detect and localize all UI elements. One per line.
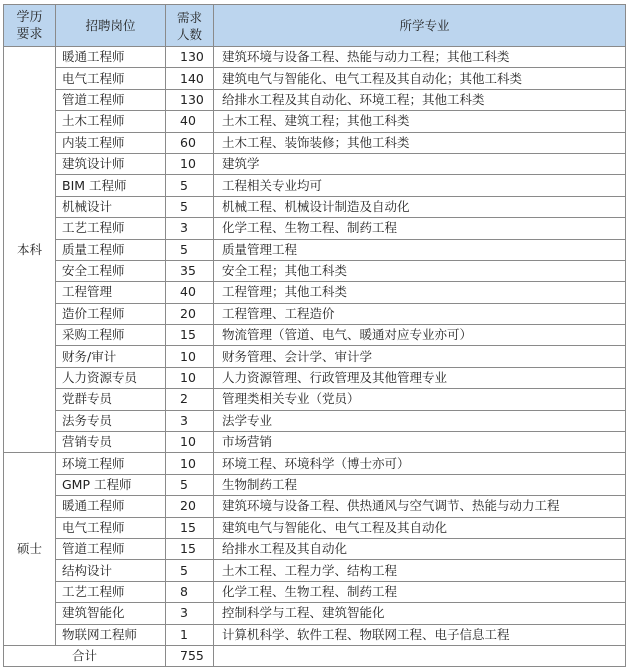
position-cell: 工艺工程师 [56,218,166,239]
table-row [4,410,626,431]
position-cell: 安全工程师 [56,260,166,281]
position-cell: 电气工程师 [56,68,166,89]
position-cell: 财务/审计 [56,346,166,367]
table-row [4,218,626,239]
count-cell: 10 [166,367,214,388]
position-cell: 内装工程师 [56,132,166,153]
count-cell: 2 [166,389,214,410]
major-cell: 化学工程、生物工程、制药工程 [214,581,626,602]
major-cell: 计算机科学、软件工程、物联网工程、电子信息工程 [214,624,626,645]
count-cell: 60 [166,132,214,153]
count-cell: 3 [166,410,214,431]
count-cell: 15 [166,325,214,346]
major-cell: 物流管理（管道、电气、暖通对应专业亦可） [214,325,626,346]
table-row [4,603,626,624]
position-cell: 暖通工程师 [56,496,166,517]
total-major-cell [214,645,626,666]
position-cell: 建筑设计师 [56,153,166,174]
major-cell: 土木工程、装饰装修；其他工科类 [214,132,626,153]
major-cell: 给排水工程及其自动化、环境工程；其他工科类 [214,89,626,110]
count-cell: 40 [166,111,214,132]
position-cell: 质量工程师 [56,239,166,260]
count-cell: 140 [166,68,214,89]
major-cell: 控制科学与工程、建筑智能化 [214,603,626,624]
count-cell: 35 [166,260,214,281]
count-cell: 3 [166,603,214,624]
header-count-line2: 人数 [176,26,202,42]
header-education-line1: 学历 [16,9,43,25]
major-cell: 环境工程、环境科学（博士亦可） [214,453,626,474]
major-cell: 工程管理；其他工科类 [214,282,626,303]
major-cell: 建筑学 [214,153,626,174]
total-row [4,645,626,666]
position-cell: 机械设计 [56,196,166,217]
count-cell: 10 [166,453,214,474]
position-cell: 土木工程师 [56,111,166,132]
table-row [4,303,626,324]
table-row [4,260,626,281]
major-cell: 建筑电气与智能化、电气工程及其自动化；其他工科类 [214,68,626,89]
count-cell: 8 [166,581,214,602]
count-cell: 20 [166,496,214,517]
major-cell: 质量管理工程 [214,239,626,260]
count-cell: 10 [166,432,214,453]
position-cell: GMP 工程师 [56,474,166,495]
header-position: 招聘岗位 [56,5,166,47]
major-cell: 财务管理、会计学、审计学 [214,346,626,367]
table-body [4,47,626,667]
table-row [4,517,626,538]
position-cell: 管道工程师 [56,89,166,110]
table-row [4,196,626,217]
major-cell: 法学专业 [214,410,626,431]
position-cell: 采购工程师 [56,325,166,346]
total-count: 755 [166,645,214,666]
major-cell: 土木工程、建筑工程；其他工科类 [214,111,626,132]
count-cell: 3 [166,218,214,239]
major-cell: 机械工程、机械设计制造及自动化 [214,196,626,217]
count-cell: 20 [166,303,214,324]
major-cell: 化学工程、生物工程、制药工程 [214,218,626,239]
count-cell: 130 [166,47,214,68]
position-cell: 环境工程师 [56,453,166,474]
count-cell: 5 [166,196,214,217]
major-cell: 建筑环境与设备工程、热能与动力工程；其他工科类 [214,47,626,68]
count-cell: 40 [166,282,214,303]
table-row [4,346,626,367]
position-cell: 法务专员 [56,410,166,431]
major-cell: 工程相关专业均可 [214,175,626,196]
position-cell: 党群专员 [56,389,166,410]
table-row [4,538,626,559]
table-row [4,581,626,602]
table-row [4,560,626,581]
table-row [4,175,626,196]
table-row [4,432,626,453]
major-cell: 生物制药工程 [214,474,626,495]
position-cell: 暖通工程师 [56,47,166,68]
table-row [4,89,626,110]
position-cell: 结构设计 [56,560,166,581]
header-count [166,5,214,47]
table-row [4,111,626,132]
recruitment-table [3,4,626,667]
major-cell: 工程管理、工程造价 [214,303,626,324]
position-cell: 建筑智能化 [56,603,166,624]
table-row [4,453,626,474]
count-cell: 5 [166,175,214,196]
table-row [4,389,626,410]
position-cell: 造价工程师 [56,303,166,324]
total-label: 合计 [4,645,166,666]
major-cell: 给排水工程及其自动化 [214,538,626,559]
count-cell: 1 [166,624,214,645]
position-cell: 营销专员 [56,432,166,453]
major-cell: 安全工程；其他工科类 [214,260,626,281]
header-major: 所学专业 [214,5,626,47]
position-cell: 工程管理 [56,282,166,303]
major-cell: 建筑环境与设备工程、供热通风与空气调节、热能与动力工程 [214,496,626,517]
table-row [4,239,626,260]
header-education-line2: 要求 [16,26,43,42]
count-cell: 5 [166,560,214,581]
table-row [4,47,626,68]
major-cell: 人力资源管理、行政管理及其他管理专业 [214,367,626,388]
table-row [4,282,626,303]
count-cell: 15 [166,538,214,559]
count-cell: 130 [166,89,214,110]
header-education [4,5,56,47]
education-cell: 硕士 [4,453,56,646]
count-cell: 10 [166,153,214,174]
table-row [4,624,626,645]
table-row [4,68,626,89]
education-cell: 本科 [4,47,56,453]
header-count-line1: 需求 [176,9,202,25]
major-cell: 市场营销 [214,432,626,453]
table-row [4,474,626,495]
table-row [4,132,626,153]
count-cell: 15 [166,517,214,538]
table-header-row [4,5,626,47]
position-cell: BIM 工程师 [56,175,166,196]
count-cell: 5 [166,474,214,495]
position-cell: 管道工程师 [56,538,166,559]
position-cell: 工艺工程师 [56,581,166,602]
major-cell: 管理类相关专业（党员） [214,389,626,410]
position-cell: 电气工程师 [56,517,166,538]
table-row [4,325,626,346]
count-cell: 10 [166,346,214,367]
table-row [4,367,626,388]
table-row [4,153,626,174]
major-cell: 土木工程、工程力学、结构工程 [214,560,626,581]
count-cell: 5 [166,239,214,260]
position-cell: 物联网工程师 [56,624,166,645]
major-cell: 建筑电气与智能化、电气工程及其自动化 [214,517,626,538]
position-cell: 人力资源专员 [56,367,166,388]
table-row [4,496,626,517]
